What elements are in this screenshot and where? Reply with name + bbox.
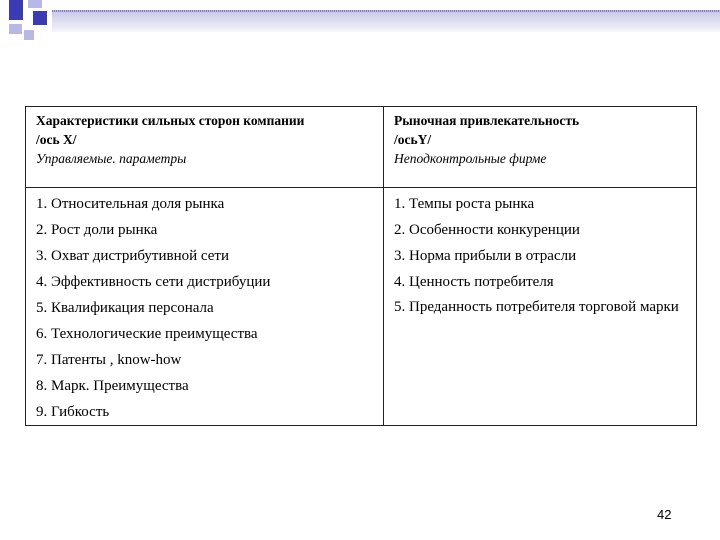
strengths-attractiveness-table — [25, 106, 697, 426]
list-item: 1. Темпы роста рынка — [394, 196, 535, 212]
list-item: 1. Относительная доля рынка — [36, 196, 225, 212]
right-list-cell — [384, 188, 697, 426]
left-header-axis: /ось X/ — [36, 132, 77, 147]
list-item: 2. Особенности конкуренции — [394, 222, 580, 238]
left-list-cell — [26, 188, 384, 426]
list-item: 3. Норма прибыли в отрасли — [394, 248, 577, 264]
header-decor-square-3 — [33, 11, 47, 25]
left-header-title: Характеристики сильных сторон компании — [36, 113, 305, 128]
header-bar — [52, 10, 720, 32]
table-header-row — [26, 107, 697, 188]
header-decor-square-2 — [28, 0, 42, 8]
page-number: 42 — [657, 507, 672, 522]
list-item: 5. Преданность потребителя торговой марки — [394, 299, 679, 315]
list-item: 7. Патенты , know-how — [36, 352, 182, 368]
list-item: 5. Квалификация персонала — [36, 300, 214, 316]
list-item: 4. Эффективность сети дистрибуции — [36, 274, 271, 290]
table-body-row — [26, 188, 697, 426]
right-header-axis: /осьY/ — [394, 132, 432, 147]
header-decor-square-1 — [9, 0, 23, 20]
header-decor-square-4 — [9, 24, 22, 34]
list-item: 2. Рост доли рынка — [36, 222, 158, 238]
list-item: 9. Гибкость — [36, 404, 110, 420]
list-item: 4. Ценность потребителя — [394, 274, 554, 290]
right-header-title: Рыночная привлекательность — [394, 113, 580, 128]
left-header-cell — [26, 107, 384, 188]
list-item: 6. Технологические преимущества — [36, 326, 258, 342]
right-header-subtitle: Неподконтрольные фирме — [394, 151, 547, 166]
list-item: 8. Марк. Преимущества — [36, 378, 189, 394]
list-item: 3. Охват дистрибутивной сети — [36, 248, 229, 264]
right-header-cell — [384, 107, 697, 188]
header-decor-square-5 — [24, 30, 34, 40]
left-header-subtitle: Управляемые. параметры — [36, 151, 187, 166]
